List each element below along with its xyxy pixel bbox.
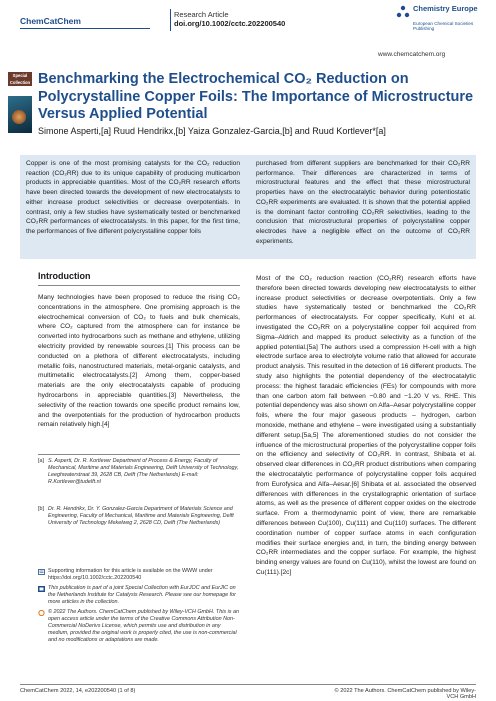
article-type: Research Article bbox=[174, 10, 229, 19]
affiliation-b-text: Dr. R. Hendrikx, Dr. Y. Gonzalez-Garcia Department of Materials Science and Engineering, Faculty of Mechanical, Maritime and Materials Engineering, Delft University of Technology Mekelweg 2, 2628 CD, Delft (The Netherlands) bbox=[48, 506, 234, 527]
license-text: © 2022 The Authors. ChemCatChem published by Wiley-VCH GmbH. This is an open access article under the terms of the Creative Commons Attribution Non-Commercial NoDerivs License, which permits use and distribution in any medium, provided the original work is properly cited, the use is non-commercial and no modifications or adaptations are made. bbox=[48, 609, 239, 644]
open-access-icon bbox=[38, 610, 45, 616]
document-icon bbox=[38, 569, 45, 575]
section-rule bbox=[38, 285, 240, 286]
affiliation-b-label: [b] bbox=[38, 506, 44, 512]
affiliation-a-label: [a] bbox=[38, 458, 44, 464]
footer-copyright: © 2022 The Authors. ChemCatChem published by Wiley-VCH GmbH bbox=[334, 688, 476, 700]
publisher-subtitle: European Chemical Societies Publishing bbox=[413, 21, 474, 31]
abstract-right-column: purchased from different suppliers are benchmarked for their CO₂RR performance. Their differences are characterized in terms of microstructural features and the effect that these microstructural properties have on the electrocatalytic behavior during potentiostatic CO₂RR experiments are evaluated. It is shown that the potential applied is the dominant factor controlling CO₂RR selectivities, leading to the conclusion that microstructural properties of polycrystalline copper electrodes have a negligible effect on the outcome of CO₂RR experiments. bbox=[256, 160, 470, 245]
abstract-left-column: Copper is one of the most promising catalysts for the CO₂ reduction reaction (CO₂RR) due to its unique capability of producing multicarbon products in appreciable quantities. Most of the CO₂RR research efforts have been directed towards the development of new electrocatalysts to either increase product selectivities or decrease overpotentials. In contrast, only a few studies have systematically tested or benchmarked CO₂RR performances of electrocatalysts. In this paper, for the first time, the performances of five different polycrystalline copper foils bbox=[26, 160, 240, 235]
special-collection-badge: Special Collection bbox=[9, 73, 31, 85]
introduction-paragraph-left: Many technologies have been proposed to reduce the rising CO₂ concentrations in the atmosphere. One promising approach is the electrochemical conversion of CO₂ to fuels and bulk chemicals, where CO₂ captured from the atmosphere can for instance be converted into hydrocarbons such as methane and ethylene, utilizing electricity provided by renewable sources.[1] This process can be conducted on a plethora of different electrocatalysts, including metallic foils, nanostructured materials, metal-organic catalysts, and multimetallic electrocatalysts.[2] Among them, copper-based materials are the only electrocatalysts capable of producing hydrocarbons in appreciable quantities.[3] Nevertheless, the selectivity of the reaction towards one specific product remains low, and the overpotentials for the production of hydrocarbon products remain relatively high.[4] bbox=[38, 294, 240, 429]
header-divider bbox=[170, 9, 171, 31]
section-heading-introduction: Introduction bbox=[38, 271, 91, 281]
supporting-info-text: Supporting information for this article is available on the WWW under https://doi.org/10.1002/cctc.202200540 bbox=[48, 568, 213, 582]
footer-rule bbox=[20, 684, 476, 685]
header-rule bbox=[20, 28, 150, 29]
affiliation-a-text: S. Asperti, Dr. R. Kortlever Department of Process & Energy, Faculty of Mechanical, Maritime and Materials Engineering, Delft University of Technology, Leeghwaterstraat 39, 2628 CB, Delft (The Netherlands) E-mail: R.Kortlever@tudelft.nl bbox=[48, 458, 239, 486]
cover-image[interactable] bbox=[8, 96, 32, 133]
chemistry-europe-logo-icon bbox=[396, 5, 410, 19]
special-collection-text: This publication is part of a joint Special Collection with EurJOC and EurJIC on the Netherlands Institute for Catalysis Research. Please see our homepage for more articles in the collection. bbox=[48, 585, 236, 606]
doi-link[interactable]: doi.org/10.1002/cctc.202200540 bbox=[174, 19, 286, 28]
affiliation-rule bbox=[38, 454, 240, 455]
abstract-box bbox=[20, 155, 476, 259]
collection-icon bbox=[38, 586, 45, 592]
journal-name: ChemCatChem bbox=[20, 16, 81, 26]
article-title: Benchmarking the Electrochemical CO₂ Reduction on Polycrystalline Copper Foils: The Importance of Microstructure Versus Applied Potential bbox=[38, 71, 474, 122]
website-link[interactable]: www.chemcatchem.org bbox=[378, 51, 446, 58]
publisher-name: Chemistry Europe bbox=[413, 4, 478, 13]
author-list: Simone Asperti,[a] Ruud Hendrikx,[b] Yaiza Gonzalez-Garcia,[b] and Ruud Kortlever*[a] bbox=[38, 126, 386, 136]
introduction-paragraph-right: Most of the CO₂ reduction reaction (CO₂RR) research efforts have therefore been directed towards developing new electrocatalysts to either increase product selectivities or decrease overpotentials. Only a few studies have systematically tested or benchmarked the CO₂RR performances of electrocatalysts. For copper specifically, Kuhl et al. investigated the CO₂RR on a polycrystalline copper foil acquired from Sigma–Aldrich and mapped its product selectivity as a function of the applied potential.[5a] The authors used a compression H-cell with a high electrode surface area to electrolyte volume ratio that allowed for accurate product analysis. This resulted in the detection of 16 different products. The study also highlights the potential dependency of the electrocatalytic process: the highest faradaic efficiencies (FEs) for compounds with more than one carbon atom fall between −0.80 and −1.20 V vs. RHE. This potential dependency was also shown on Alfa–Aesar polycrystalline copper foils, where the four major gaseous products – hydrogen, carbon monoxide, methane and ethylene – were investigated using a substantially different setup.[5a,5] The aforementioned studies do not consider the influence of the microstructural properties of the polycrystalline copper foils on the efficiency and selectivity of CO₂RR. In contrast, Shibata et al. observed clear differences in CO₂RR product distributions when comparing the electrocatalytic performance of polycrystalline copper foils acquired from Eurofysica and Alfa–Aesar.[6] Shibata et al. associated the observed differences with differences in the crystallographic orientation of surface atoms, as well as the presence of different copper oxides on the electrode surface. From a thermodynamic point of view, there are remarkable differences between Cu(100), Cu(111) and Cu(110) surfaces. The different coordination number of copper surface atoms in each configuration modifies their surface energies and, in turn, the binding energy between CO₂RR intermediates and the copper surface. For example, the highest binding energy values are found on Cu(110), whilst the lowest are found on Cu(111).[2c] bbox=[256, 275, 476, 576]
footer-citation: ChemCatChem 2022, 14, e202200540 (1 of 8) bbox=[20, 688, 136, 694]
